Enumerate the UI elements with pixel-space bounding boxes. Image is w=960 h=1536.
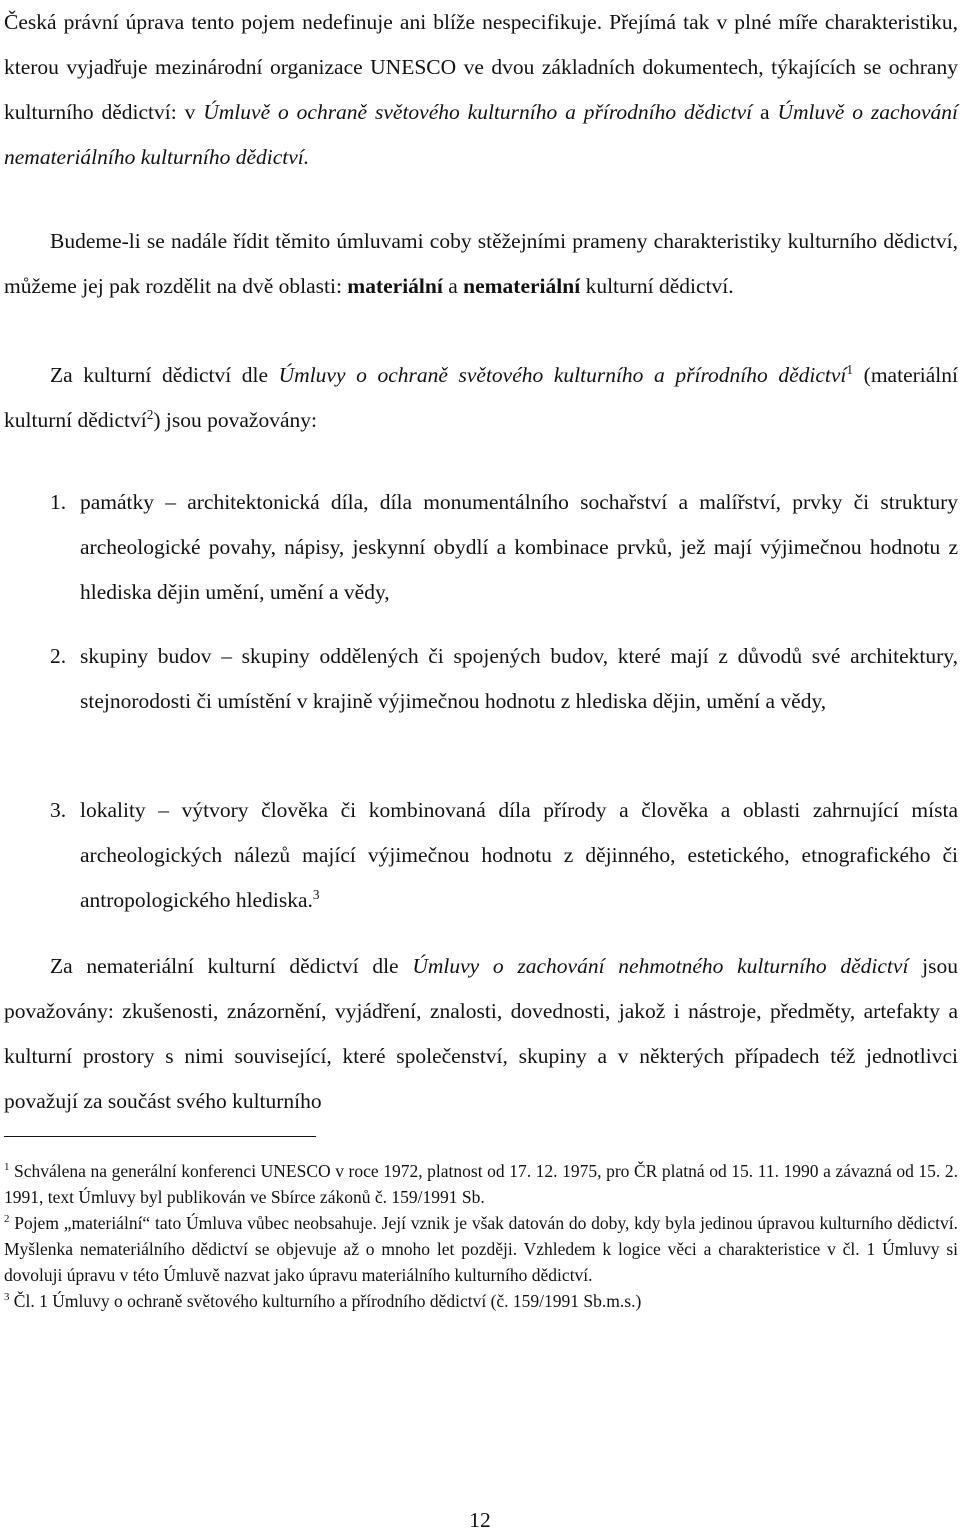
paragraph-immaterial-definition bbox=[4, 944, 958, 1124]
convention-title-intangible-heritage: Úmluvě o zachování nemateriálního kulturního dědictví. bbox=[4, 100, 959, 169]
footnote-mark: 1 bbox=[4, 1161, 10, 1174]
term-material: materiální bbox=[347, 274, 443, 298]
footnote-text: Čl. 1 Úmluvy o ochraně světového kulturního a přírodního dědictví (č. 159/1991 Sb.m.s.) bbox=[9, 1291, 642, 1311]
intro-connector: a bbox=[752, 100, 778, 124]
immaterial-def-body: jsou považovány: zkušenosti, znázornění, vyjádření, znalosti, dovednosti, jakož i nástroje, předměty, artefakty a kulturní prostory s nimi související, které společenství, skupiny a v některých případech též jednotlivci považují za součást svého kulturního bbox=[4, 954, 958, 1113]
material-def-lead: Za kulturní dědictví dle bbox=[50, 363, 279, 387]
footnote-mark: 3 bbox=[4, 1291, 10, 1304]
intro-text: Česká právní úprava tento pojem nedefinuje ani blíže nespecifikuje. Přejímá tak v plné míře charakteristiku, kterou vyjadřuje mezinárodní organizace UNESCO ve dvou základních dokumentech, týkajících se ochrany kulturního dědictví: v bbox=[4, 10, 958, 124]
footnote-ref-3[interactable]: 3 bbox=[312, 886, 320, 902]
paragraph-intro bbox=[4, 0, 958, 180]
convention-title-world-heritage-ref: Úmluvy o ochraně světového kulturního a přírodního dědictví bbox=[278, 363, 847, 387]
list-item bbox=[4, 788, 958, 923]
footnote-2 bbox=[4, 1210, 958, 1288]
list-item-number: 3. bbox=[50, 798, 67, 822]
footnote-text: Pojem „materiální“ tato Úmluva vůbec neobsahuje. Její vznik je však datován do doby, kdy byla jedinou úpravou kulturního dědictví. Myšlenka nemateriálního dědictví se objevuje až o mnoho let později. Vzhledem k logice věci a charakteristice v čl. 1 Úmluvy si dovoluji úpravu v této Úmluvě nazvat jako úpravu materiálního kulturního dědictví. bbox=[4, 1213, 958, 1285]
paragraph-material-definition bbox=[4, 353, 958, 443]
paragraph-division bbox=[4, 219, 958, 309]
list-item bbox=[4, 480, 958, 615]
convention-title-world-heritage: Úmluvě o ochraně světového kulturního a přírodního dědictví bbox=[203, 100, 753, 124]
list-item-text: skupiny budov – skupiny oddělených či spojených budov, které mají z důvodů své architektury, stejnorodosti či umístění v krajině výjimečnou hodnotu z hlediska dějin, umění a vědy, bbox=[80, 644, 958, 713]
division-tail: kulturní dědictví. bbox=[580, 274, 734, 298]
page-number: 12 bbox=[469, 1508, 491, 1532]
convention-title-intangible-ref: Úmluvy o zachování nehmotného kulturního dědictví bbox=[412, 954, 909, 978]
list-item-number: 2. bbox=[50, 644, 67, 668]
footnote-1 bbox=[4, 1158, 958, 1210]
list-item-number: 1. bbox=[50, 490, 67, 514]
material-def-middle: (materiální kulturní dědictví bbox=[4, 363, 958, 432]
division-connector: a bbox=[442, 274, 464, 298]
footnotes bbox=[4, 1158, 958, 1314]
footnote-text: Schválena na generální konferenci UNESCO v roce 1972, platnost od 17. 12. 1975, pro ČR platná od 15. 11. 1990 a závazná od 15. 2. 1991, text Úmluvy byl publikován ve Sbírce zákonů č. 159/1991 Sb. bbox=[4, 1161, 958, 1207]
footnote-ref-1[interactable]: 1 bbox=[846, 361, 854, 377]
list-item-text: památky – architektonická díla, díla monumentálního sochařství a malířství, prvky či struktury archeologické povahy, nápisy, jeskynní obydlí a kombinace prvků, jež mají výjimečnou hodnotu z hlediska dějin umění, umění a vědy, bbox=[80, 490, 958, 604]
footnote-3 bbox=[4, 1288, 958, 1314]
term-immaterial: nemateriální bbox=[463, 274, 581, 298]
list-item-text-body: lokality – výtvory člověka či kombinovaná díla přírody a člověka a oblasti zahrnující místa archeologických nálezů mající výjimečnou hodnotu z dějinného, estetického, etnografického či antropologického hlediska. bbox=[80, 798, 958, 912]
material-def-tail: ) jsou považovány: bbox=[153, 408, 317, 432]
footnote-divider bbox=[4, 1136, 316, 1137]
division-text: Budeme-li se nadále řídit těmito úmluvami coby stěžejními prameny charakteristiky kulturního dědictví, můžeme jej pak rozdělit na dvě oblasti: bbox=[4, 229, 958, 298]
footnote-ref-2[interactable]: 2 bbox=[146, 406, 154, 422]
immaterial-def-lead: Za nemateriální kulturní dědictví dle bbox=[50, 954, 413, 978]
footnote-mark: 2 bbox=[4, 1213, 10, 1226]
list-item bbox=[4, 634, 958, 724]
list-item-text bbox=[80, 788, 958, 923]
